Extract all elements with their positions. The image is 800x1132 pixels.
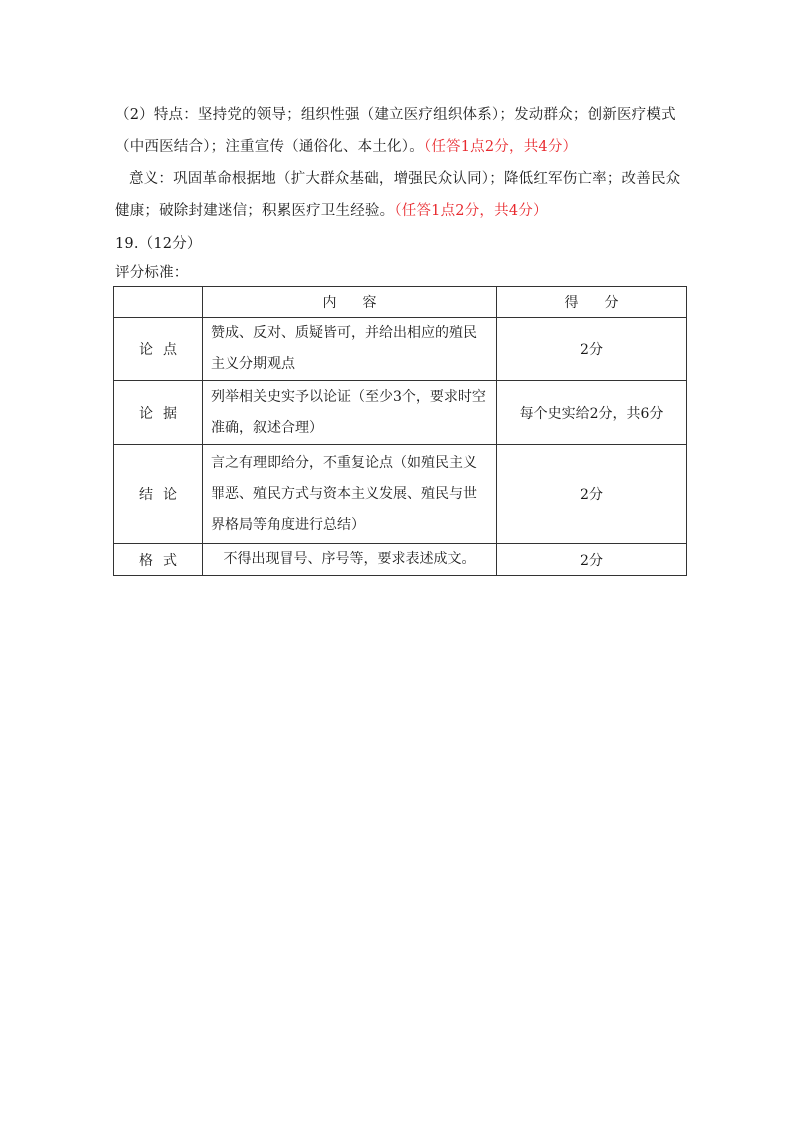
row-score: 每个史实给2分，共6分 — [497, 381, 687, 445]
row-score: 2分 — [497, 445, 687, 544]
row-content: 言之有理即给分，不重复论点（如殖民主义罪恶、殖民方式与资本主义发展、殖民与世界格局等角度进行总结） — [203, 445, 497, 544]
characteristics-paragraph — [115, 99, 685, 163]
row-label: 格式 — [114, 544, 203, 576]
significance-text: 意义：巩固革命根据地（扩大群众基础，增强民众认同）；降低红军伤亡率；改善民众健康；破除封建迷信；积累医疗卫生经验。 — [115, 171, 681, 219]
significance-paragraph — [115, 163, 685, 227]
grading-table — [113, 286, 687, 576]
table-row — [114, 318, 687, 381]
row-score: 2分 — [497, 318, 687, 381]
question-19-title: 19.（12分） — [115, 236, 202, 252]
row-label: 论据 — [114, 381, 203, 445]
header-score-cell: 得分 — [497, 287, 687, 318]
characteristics-text: （2）特点：坚持党的领导；组织性强（建立医疗组织体系）；发动群众；创新医疗模式（中西医结合）；注重宣传（通俗化、本土化）。 — [115, 107, 676, 155]
table-row — [114, 381, 687, 445]
header-blank-cell — [114, 287, 203, 318]
table-row — [114, 445, 687, 544]
characteristics-score-note: （任答1点2分，共4分） — [423, 139, 578, 155]
row-label: 结论 — [114, 445, 203, 544]
header-content-cell: 内容 — [203, 287, 497, 318]
table-row — [114, 544, 687, 576]
row-content: 赞成、反对、质疑皆可，并给出相应的殖民主义分期观点 — [203, 318, 497, 381]
grading-criteria-label: 评分标准： — [115, 265, 189, 281]
row-content: 列举相关史实予以论证（至少3个，要求时空准确，叙述合理） — [203, 381, 497, 445]
row-label: 论点 — [114, 318, 203, 381]
table-header-row — [114, 287, 687, 318]
significance-score-note: （任答1点2分，共4分） — [394, 203, 548, 219]
row-score: 2分 — [497, 544, 687, 576]
row-content: 不得出现冒号、序号等，要求表述成文。 — [203, 544, 497, 576]
